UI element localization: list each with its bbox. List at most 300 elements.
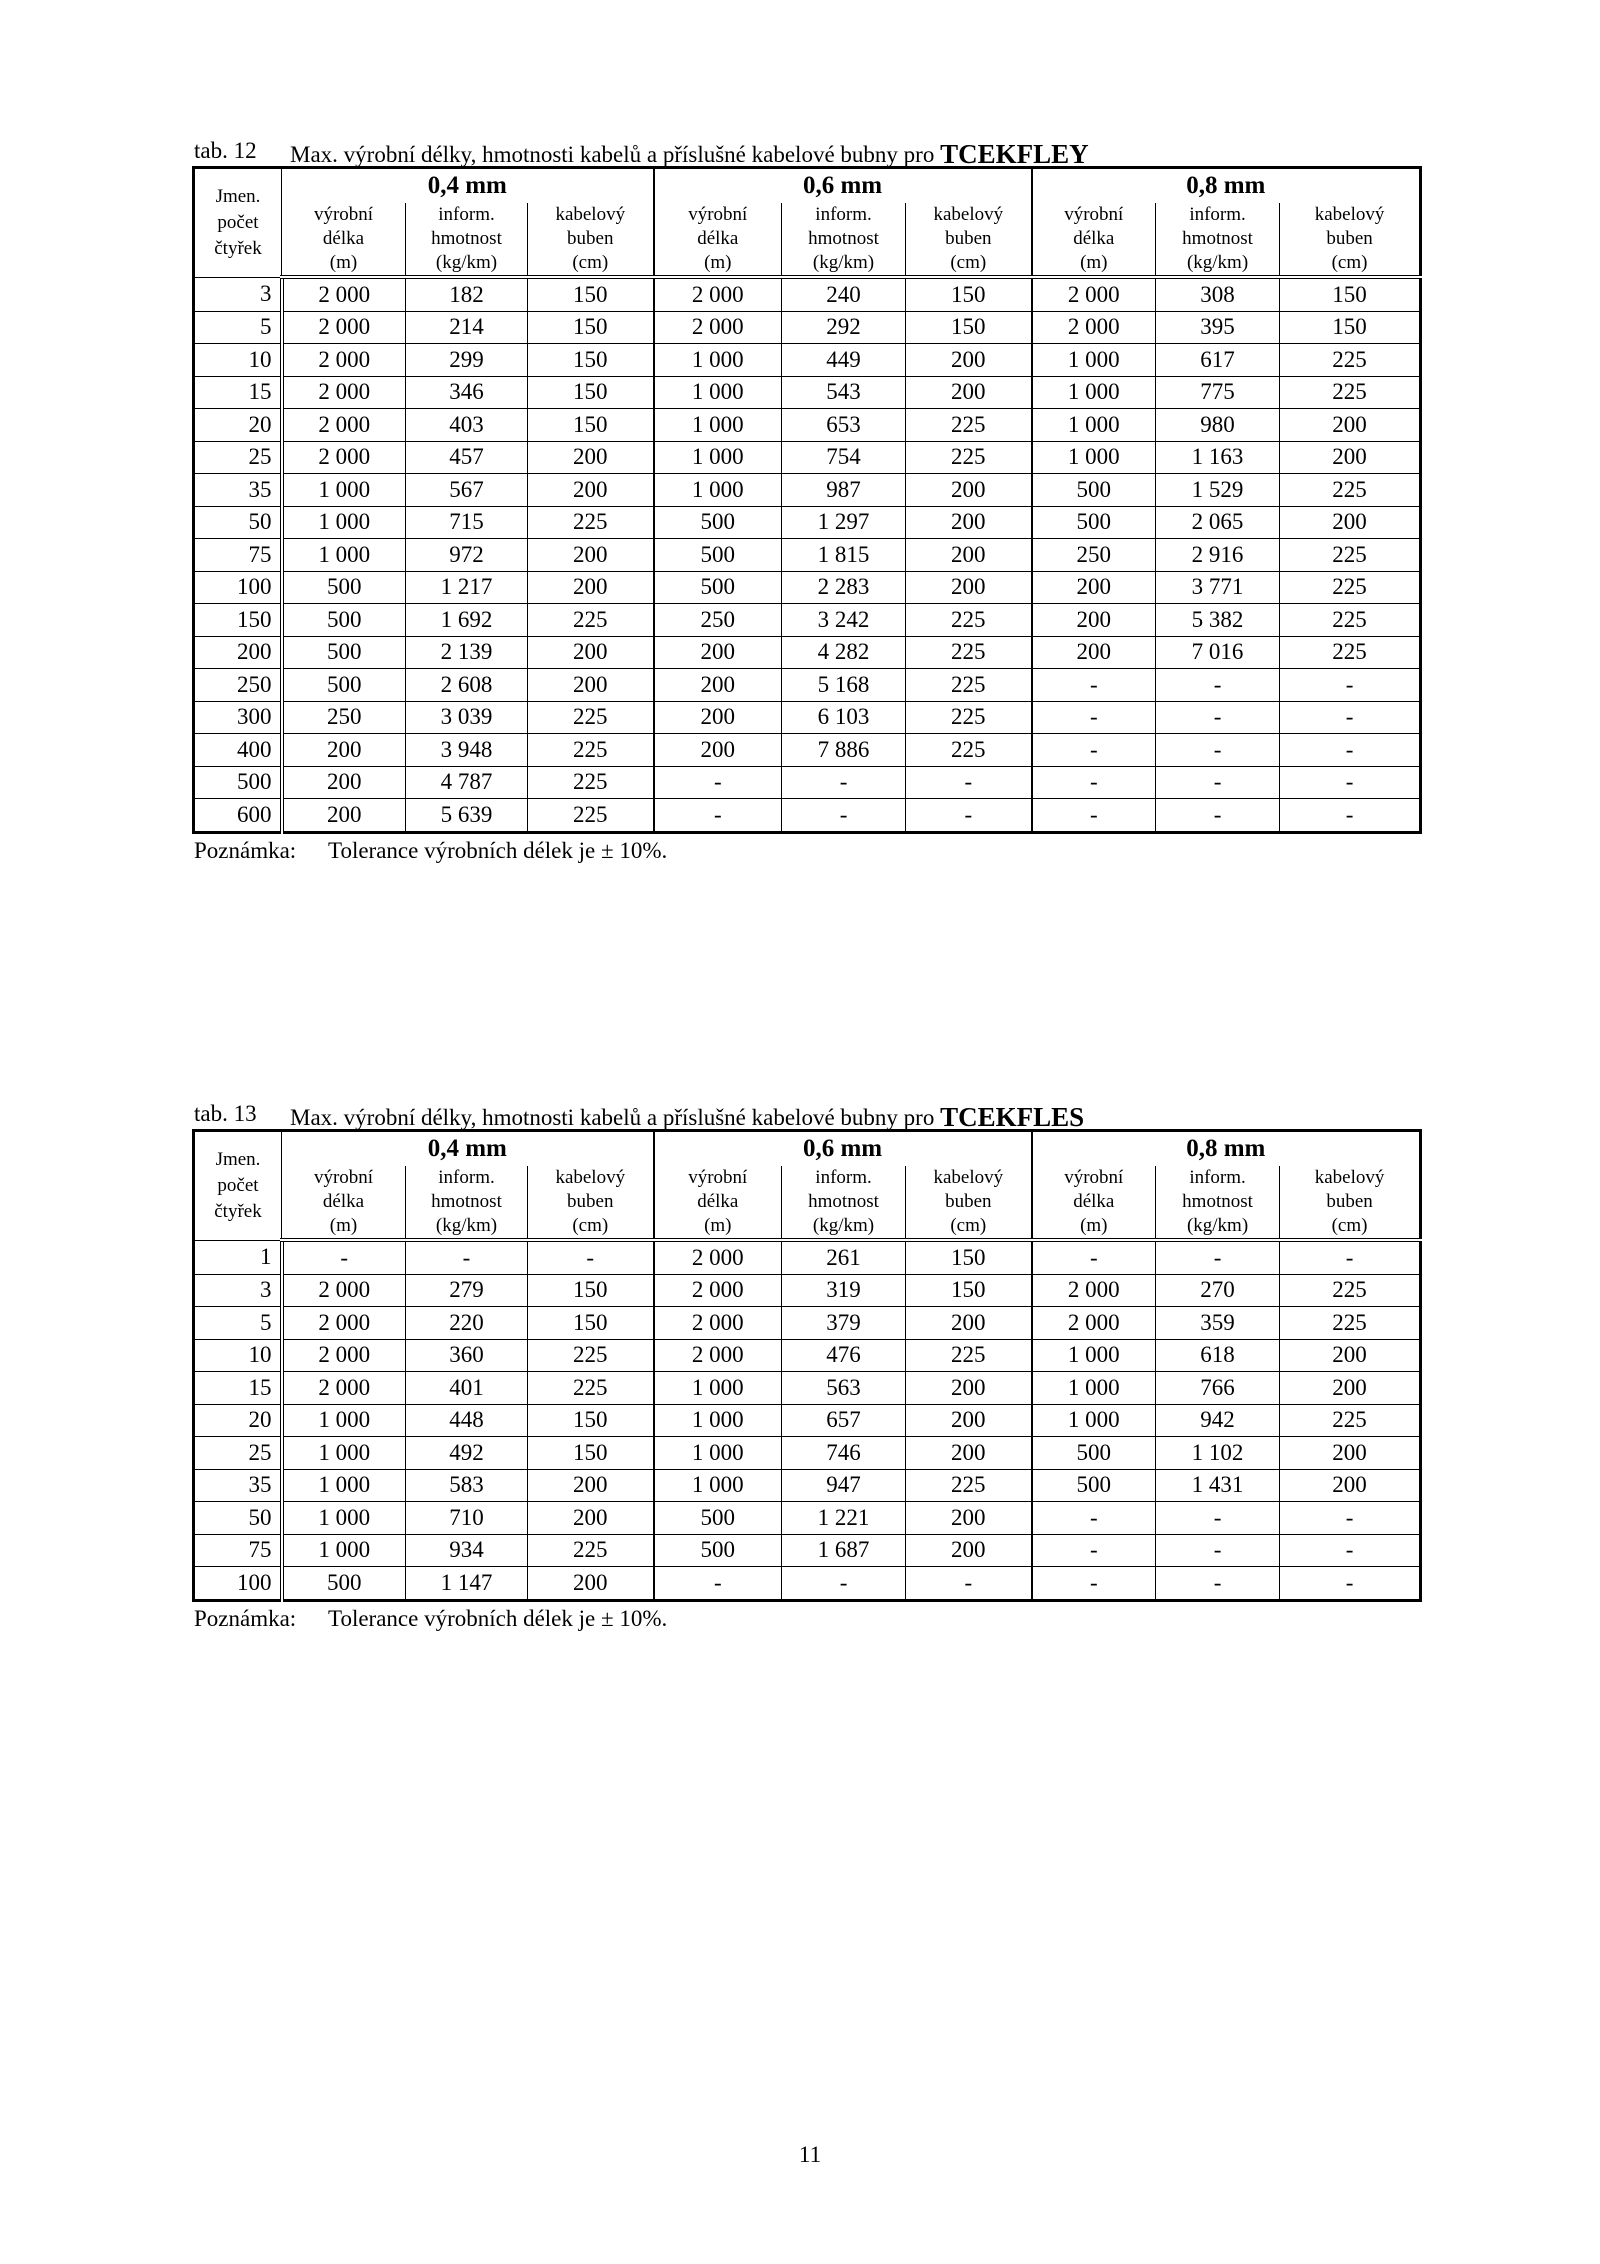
table-cell: 2 065 (1156, 506, 1280, 539)
table-cell: - (1032, 1534, 1156, 1567)
table-cell: 947 (782, 1469, 906, 1502)
column-header (1156, 1166, 1280, 1240)
table-cell: 403 (406, 409, 528, 442)
column-header (782, 1166, 906, 1240)
table-cell: 1 000 (1032, 344, 1156, 377)
table-cell: 2 000 (282, 1307, 406, 1340)
table-cell: - (654, 766, 782, 799)
table-cell: 200 (906, 344, 1032, 377)
table-cell: 1 529 (1156, 474, 1280, 507)
column-header-line: (m) (1080, 1215, 1108, 1236)
row-quad-count: 20 (194, 1404, 282, 1437)
column-header-line: buben (945, 228, 992, 249)
row-header-line: Jmen. (215, 185, 261, 207)
table-cell: 200 (1280, 506, 1421, 539)
table-row (194, 1339, 1421, 1372)
table-cell: 200 (654, 734, 782, 767)
row-quad-count: 75 (194, 539, 282, 572)
table-cell: 200 (906, 1372, 1032, 1405)
table-cell: 225 (906, 604, 1032, 637)
column-header (654, 1166, 782, 1240)
column-header-row (194, 203, 1421, 277)
table-cell: 1 102 (1156, 1437, 1280, 1470)
column-header-line: délka (697, 1191, 739, 1212)
table-cell: - (1032, 1567, 1156, 1601)
table-cell: 500 (282, 571, 406, 604)
table-row (194, 1307, 1421, 1340)
table-cell: - (654, 1567, 782, 1601)
column-header-line: (cm) (572, 252, 609, 273)
table-cell: 6 103 (782, 701, 906, 734)
row-header-quads (194, 168, 282, 278)
table-cell: 2 139 (406, 636, 528, 669)
table-cell: 200 (528, 474, 654, 507)
table-cell: 1 000 (654, 441, 782, 474)
column-header-line: inform. (815, 204, 872, 225)
table-row (194, 376, 1421, 409)
column-header-line: kabelový (555, 204, 626, 225)
table-block-12 (192, 130, 1419, 863)
note-label: Poznámka: (194, 1605, 297, 1631)
table-cell: 200 (654, 636, 782, 669)
column-header-line: buben (567, 1191, 614, 1212)
table-number: tab. 13 (194, 1101, 257, 1126)
row-header-line: počet (217, 211, 259, 233)
table-cell: 500 (654, 1534, 782, 1567)
column-header-line: inform. (1189, 1167, 1246, 1188)
table-cell: 1 147 (406, 1567, 528, 1601)
table-row (194, 506, 1421, 539)
column-header-line: kabelový (1314, 1167, 1385, 1188)
table-cell: 2 283 (782, 571, 906, 604)
row-quad-count: 500 (194, 766, 282, 799)
column-header (906, 1166, 1032, 1240)
table-cell: - (1156, 669, 1280, 702)
table-cell: - (906, 1567, 1032, 1601)
table-cell: 225 (1280, 539, 1421, 572)
table-cell: 766 (1156, 1372, 1280, 1405)
table-cell: 225 (1280, 1404, 1421, 1437)
table-row (194, 1437, 1421, 1470)
column-header-line: buben (1326, 228, 1373, 249)
table-body (194, 1240, 1421, 1600)
column-header-line: kabelový (1314, 204, 1385, 225)
table-row (194, 766, 1421, 799)
table-row (194, 669, 1421, 702)
table-cell: - (1280, 701, 1421, 734)
row-quad-count: 3 (194, 277, 282, 311)
column-header-line: hmotnost (431, 228, 502, 249)
table-cell: 500 (1032, 474, 1156, 507)
table-cell: - (782, 766, 906, 799)
table-cell: 1 000 (1032, 1372, 1156, 1405)
table-cell: 1 431 (1156, 1469, 1280, 1502)
table-cell: 200 (528, 539, 654, 572)
table-row (194, 1240, 1421, 1274)
table-cell: 200 (906, 1534, 1032, 1567)
table-cell: 500 (1032, 1469, 1156, 1502)
table-cell: 1 000 (1032, 1339, 1156, 1372)
table-cell: - (1280, 799, 1421, 833)
table-cell: 980 (1156, 409, 1280, 442)
table-cell: 2 000 (1032, 1274, 1156, 1307)
row-header-line: počet (217, 1174, 259, 1196)
column-header (1156, 203, 1280, 277)
column-header-line: (m) (329, 1215, 358, 1236)
table-row (194, 474, 1421, 507)
table-cell: 1 000 (654, 1437, 782, 1470)
table-block-13 (192, 1093, 1419, 1631)
column-header-line: délka (1073, 1191, 1115, 1212)
table-cell: - (906, 766, 1032, 799)
table-cell: 775 (1156, 376, 1280, 409)
table-cell: 1 000 (1032, 441, 1156, 474)
table-cell: - (906, 799, 1032, 833)
table-cell: 500 (1032, 506, 1156, 539)
note-text: Tolerance výrobních délek je ± 10%. (328, 1605, 668, 1631)
table-cell: 2 000 (1032, 311, 1156, 344)
column-header-line: (cm) (572, 1215, 609, 1236)
table-cell: 3 771 (1156, 571, 1280, 604)
table-cell: 4 787 (406, 766, 528, 799)
table-cell: 150 (528, 344, 654, 377)
table-cell: 500 (282, 1567, 406, 1601)
table-row (194, 1274, 1421, 1307)
table-cell: 1 000 (654, 376, 782, 409)
column-header-line: buben (945, 1191, 992, 1212)
caption-line (290, 1101, 1084, 1132)
table-cell: 319 (782, 1274, 906, 1307)
table-cell: 150 (906, 1274, 1032, 1307)
table-cell: 250 (1032, 539, 1156, 572)
column-header-line: (kg/km) (812, 252, 875, 273)
table-cell: 500 (1032, 1437, 1156, 1470)
table-cell: 225 (906, 636, 1032, 669)
table-cell: 150 (528, 1404, 654, 1437)
row-quad-count: 100 (194, 571, 282, 604)
table-cell: 500 (654, 1502, 782, 1535)
table-row (194, 799, 1421, 833)
table-cell: - (1032, 799, 1156, 833)
column-header-line: výrobní (1064, 204, 1124, 225)
column-header-line: inform. (815, 1167, 872, 1188)
column-header-line: výrobní (1064, 1167, 1124, 1188)
table-cell: 150 (528, 1274, 654, 1307)
table-cell: - (1156, 766, 1280, 799)
table-cell: 401 (406, 1372, 528, 1405)
table-cell: 200 (528, 1469, 654, 1502)
row-quad-count: 50 (194, 1502, 282, 1535)
table-cell: 500 (282, 636, 406, 669)
table-cell: 200 (906, 474, 1032, 507)
table-cell: 270 (1156, 1274, 1280, 1307)
table-row (194, 1534, 1421, 1567)
table-cell: 200 (282, 799, 406, 833)
table-cell: 476 (782, 1339, 906, 1372)
table-cell: 492 (406, 1437, 528, 1470)
table-cell: 150 (528, 376, 654, 409)
table-cell: 200 (1280, 1339, 1421, 1372)
group-header: 0,6 mm (654, 1131, 1032, 1167)
table-cell: 1 000 (654, 1469, 782, 1502)
table-caption (192, 1093, 1419, 1132)
table-cell: 279 (406, 1274, 528, 1307)
table-cell: 225 (906, 669, 1032, 702)
column-header-line: inform. (438, 1167, 495, 1188)
column-header-line: délka (322, 228, 365, 249)
row-quad-count: 15 (194, 376, 282, 409)
table-row (194, 604, 1421, 637)
table-cell: 250 (654, 604, 782, 637)
column-header-line: (kg/km) (435, 1215, 498, 1236)
column-header-line: (m) (1080, 252, 1108, 273)
column-header-line: kabelový (933, 204, 1004, 225)
table-cell: - (282, 1240, 406, 1274)
table-cell: 200 (906, 506, 1032, 539)
column-header-line: (cm) (1331, 252, 1368, 273)
table-cell: 1 000 (1032, 409, 1156, 442)
table-cell: 2 000 (654, 1240, 782, 1274)
column-header (528, 1166, 654, 1240)
group-header: 0,8 mm (1032, 1131, 1421, 1167)
table-cell: 200 (1032, 604, 1156, 637)
table-cell: - (1280, 1502, 1421, 1535)
table-cell: 200 (906, 1307, 1032, 1340)
group-header: 0,6 mm (654, 168, 1032, 204)
table-cell: 1 000 (282, 1502, 406, 1535)
table-cell: - (654, 799, 782, 833)
table-cell: 225 (1280, 1274, 1421, 1307)
table-row (194, 571, 1421, 604)
table-cell: 618 (1156, 1339, 1280, 1372)
table-cell: 1 000 (654, 409, 782, 442)
cable-type: TCEKFLES (940, 1102, 1085, 1132)
table-cell: 543 (782, 376, 906, 409)
table-cell: 2 000 (282, 409, 406, 442)
row-quad-count: 10 (194, 1339, 282, 1372)
table-cell: 1 692 (406, 604, 528, 637)
table-cell: 1 000 (282, 1469, 406, 1502)
table-cell: 2 000 (654, 1339, 782, 1372)
caption-line (290, 138, 1089, 169)
table-cell: 225 (906, 734, 1032, 767)
row-quad-count: 50 (194, 506, 282, 539)
table-cell: - (1156, 1567, 1280, 1601)
column-header-line: délka (1073, 228, 1115, 249)
column-header (406, 1166, 528, 1240)
table-cell: 200 (1280, 409, 1421, 442)
row-quad-count: 10 (194, 344, 282, 377)
column-header (1280, 203, 1421, 277)
row-quad-count: 250 (194, 669, 282, 702)
table-cell: 7 886 (782, 734, 906, 767)
table-cell: 2 000 (654, 311, 782, 344)
table-cell: - (1032, 1240, 1156, 1274)
group-header: 0,4 mm (282, 168, 654, 204)
caption-text: Max. výrobní délky, hmotnosti kabelů a příslušné kabelové bubny pro (290, 1105, 935, 1130)
table-row (194, 539, 1421, 572)
table-cell: - (528, 1240, 654, 1274)
table-cell: 200 (282, 734, 406, 767)
table-cell: - (1280, 734, 1421, 767)
table-cell: 225 (906, 441, 1032, 474)
table-cell: - (1156, 799, 1280, 833)
table-cell: 1 000 (282, 1534, 406, 1567)
table-cell: 1 000 (282, 539, 406, 572)
column-header-line: inform. (1189, 204, 1246, 225)
table-cell: 4 282 (782, 636, 906, 669)
table-body (194, 277, 1421, 832)
table-cell: - (1156, 1534, 1280, 1567)
column-header-line: (m) (704, 1215, 732, 1236)
row-quad-count: 150 (194, 604, 282, 637)
table-cell: 292 (782, 311, 906, 344)
table-cell: 2 916 (1156, 539, 1280, 572)
table-cell: 225 (906, 1339, 1032, 1372)
table-cell: - (1156, 701, 1280, 734)
table-cell: 200 (1280, 1372, 1421, 1405)
table-cell: 1 815 (782, 539, 906, 572)
table-cell: - (1156, 734, 1280, 767)
column-header (906, 203, 1032, 277)
table-cell: - (782, 799, 906, 833)
table-cell: 225 (528, 1339, 654, 1372)
column-header-line: výrobní (688, 1167, 748, 1188)
table-row (194, 311, 1421, 344)
row-header-line: čtyřek (214, 237, 262, 259)
table-cell: 225 (1280, 474, 1421, 507)
table-cell: - (1032, 669, 1156, 702)
table-cell: 150 (528, 311, 654, 344)
table-cell: 583 (406, 1469, 528, 1502)
table-cell: 5 168 (782, 669, 906, 702)
table-row (194, 1469, 1421, 1502)
page-number: 11 (798, 2142, 822, 2167)
table-cell: 150 (528, 1437, 654, 1470)
table-cell: 1 163 (1156, 441, 1280, 474)
table-cell: 1 000 (282, 1437, 406, 1470)
row-quad-count: 75 (194, 1534, 282, 1567)
column-header-line: (cm) (1331, 1215, 1368, 1236)
table-cell: 1 000 (282, 1404, 406, 1437)
table-cell: 746 (782, 1437, 906, 1470)
table-cell: 379 (782, 1307, 906, 1340)
row-quad-count: 25 (194, 441, 282, 474)
table-row (194, 701, 1421, 734)
column-header (282, 1166, 406, 1240)
column-header-line: (kg/km) (1186, 1215, 1249, 1236)
table-cell: 2 000 (1032, 1307, 1156, 1340)
table-cell: 500 (282, 604, 406, 637)
table-cell: 653 (782, 409, 906, 442)
column-header-line: (kg/km) (435, 252, 498, 273)
table-cell: 200 (1032, 571, 1156, 604)
table-cell: 1 000 (1032, 376, 1156, 409)
table-cell: 225 (1280, 1307, 1421, 1340)
table-cell: - (1032, 1502, 1156, 1535)
column-header-line: hmotnost (808, 228, 879, 249)
column-header-line: (kg/km) (1186, 252, 1249, 273)
table-cell: 200 (654, 701, 782, 734)
table-cell: 225 (528, 506, 654, 539)
table-cell: 200 (906, 1404, 1032, 1437)
table-cell: - (1156, 1502, 1280, 1535)
data-table (192, 1129, 1422, 1602)
column-header (282, 203, 406, 277)
table-row (194, 441, 1421, 474)
table-cell: 2 000 (282, 376, 406, 409)
table-cell: 715 (406, 506, 528, 539)
table-cell: 200 (1032, 636, 1156, 669)
table-cell: 2 000 (282, 1372, 406, 1405)
table-cell: 225 (528, 701, 654, 734)
table-cell: - (1280, 766, 1421, 799)
table-cell: 225 (906, 701, 1032, 734)
column-header (782, 203, 906, 277)
column-header-line: (kg/km) (812, 1215, 875, 1236)
group-header: 0,4 mm (282, 1131, 654, 1167)
table-cell: 710 (406, 1502, 528, 1535)
data-table (192, 166, 1422, 834)
table-cell: 150 (906, 1240, 1032, 1274)
table-cell: 200 (1280, 1437, 1421, 1470)
table-cell: 200 (906, 1502, 1032, 1535)
table-cell: 448 (406, 1404, 528, 1437)
column-header (654, 203, 782, 277)
table-cell: 2 000 (282, 441, 406, 474)
table-cell: - (1156, 1240, 1280, 1274)
table-cell: 225 (1280, 636, 1421, 669)
table-cell: 150 (906, 277, 1032, 311)
table-row (194, 344, 1421, 377)
row-quad-count: 25 (194, 1437, 282, 1470)
table-cell: 225 (1280, 571, 1421, 604)
table-cell: 1 297 (782, 506, 906, 539)
table-cell: 3 948 (406, 734, 528, 767)
table-cell: 200 (1280, 1469, 1421, 1502)
table-cell: 449 (782, 344, 906, 377)
table-cell: 200 (528, 669, 654, 702)
table-cell: 2 000 (282, 277, 406, 311)
row-quad-count: 300 (194, 701, 282, 734)
row-quad-count: 5 (194, 1307, 282, 1340)
table-cell: 1 000 (654, 1372, 782, 1405)
table-cell: - (1280, 1240, 1421, 1274)
row-header-line: Jmen. (215, 1148, 261, 1170)
table-cell: 225 (528, 799, 654, 833)
table-cell: 200 (528, 636, 654, 669)
column-header-line: (cm) (950, 1215, 987, 1236)
table-cell: 200 (528, 571, 654, 604)
column-header-line: inform. (438, 204, 495, 225)
group-header: 0,8 mm (1032, 168, 1421, 204)
cable-type: TCEKFLEY (940, 139, 1089, 169)
table-cell: 2 608 (406, 669, 528, 702)
table-row (194, 1567, 1421, 1601)
table-cell: - (406, 1240, 528, 1274)
table-cell: 200 (528, 1567, 654, 1601)
table-cell: 1 000 (282, 474, 406, 507)
table-cell: 5 639 (406, 799, 528, 833)
table-cell: 2 000 (282, 1339, 406, 1372)
table-cell: 617 (1156, 344, 1280, 377)
column-header-line: buben (567, 228, 614, 249)
table-cell: 225 (1280, 376, 1421, 409)
note-label: Poznámka: (194, 837, 297, 863)
table-cell: 150 (1280, 311, 1421, 344)
table-cell: 150 (906, 311, 1032, 344)
table-cell: 657 (782, 1404, 906, 1437)
